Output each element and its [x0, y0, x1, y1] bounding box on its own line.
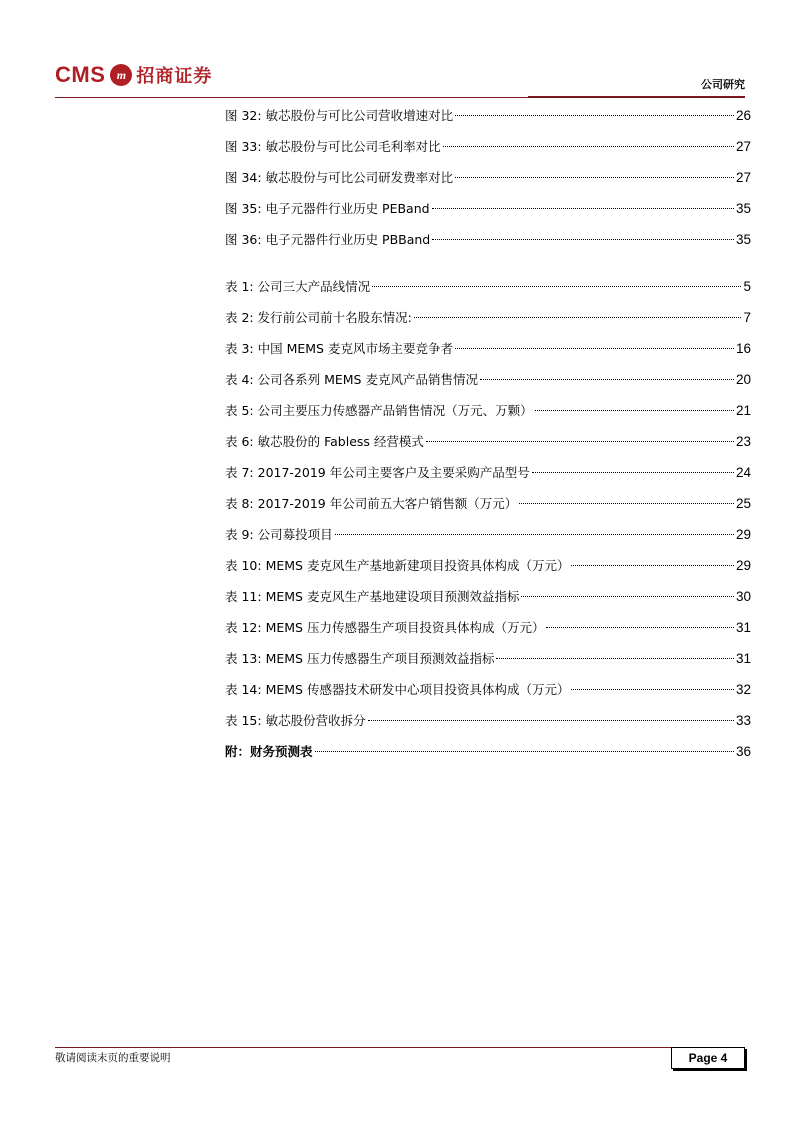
toc-entry-label: 表 13: MEMS 压力传感器生产项目预测效益指标: [225, 651, 495, 666]
toc-entry-label: 附：财务预测表: [225, 744, 313, 759]
toc-entry-label: 表 7: 2017-2019 年公司主要客户及主要采购产品型号: [225, 465, 530, 480]
leader-dots: [455, 348, 734, 349]
toc-entry-page: 20: [735, 372, 751, 387]
toc-entry-page: 21: [735, 403, 751, 418]
toc-entry-label: 表 5: 公司主要压力传感器产品销售情况（万元、万颗）: [225, 403, 533, 418]
logo-text: CMS: [55, 62, 106, 87]
leader-dots: [426, 441, 734, 442]
toc-entry[interactable]: [225, 705, 751, 736]
leader-dots: [455, 177, 734, 178]
figure-list: [225, 100, 751, 255]
toc-entry-page: 35: [735, 232, 751, 247]
footer-divider: [55, 1047, 745, 1048]
toc-entry[interactable]: [225, 519, 751, 550]
section-gap: [225, 255, 751, 271]
header-divider-accent: [528, 96, 745, 98]
toc-entry-label: 表 11: MEMS 麦克风生产基地建设项目预测效益指标: [225, 589, 520, 604]
toc-entry[interactable]: [225, 100, 751, 131]
leader-dots: [535, 410, 734, 411]
toc-entry[interactable]: [225, 224, 751, 255]
toc-entry[interactable]: [225, 302, 751, 333]
leader-dots: [521, 596, 734, 597]
toc-entry-page: 24: [735, 465, 751, 480]
toc-entry-page: 27: [735, 139, 751, 154]
toc-entry[interactable]: [225, 488, 751, 519]
section-label: 公司研究: [701, 78, 745, 91]
company-logo: [55, 58, 212, 92]
leader-dots: [368, 720, 734, 721]
toc-entry-page: 30: [735, 589, 751, 604]
toc-entry[interactable]: [225, 581, 751, 612]
toc-entry[interactable]: [225, 426, 751, 457]
toc-entry-page: 7: [743, 310, 751, 325]
toc-entry[interactable]: [225, 131, 751, 162]
leader-dots: [432, 239, 734, 240]
leader-dots: [315, 751, 734, 752]
toc-entry[interactable]: [225, 612, 751, 643]
toc-entry-label: 表 3: 中国 MEMS 麦克风市场主要竞争者: [225, 341, 453, 356]
toc-entry-page: 25: [735, 496, 751, 511]
toc-entry[interactable]: [225, 643, 751, 674]
toc-entry-label: 图 32: 敏芯股份与可比公司营收增速对比: [225, 108, 454, 123]
logo-chinese-name: 招商证券: [136, 66, 213, 87]
disclaimer-note: 敬请阅读末页的重要说明: [55, 1052, 171, 1064]
toc-entry-page: 23: [735, 434, 751, 449]
toc-entry-label: 图 33: 敏芯股份与可比公司毛利率对比: [225, 139, 441, 154]
leader-dots: [532, 472, 734, 473]
toc-entry[interactable]: [225, 193, 751, 224]
toc-entry-label: 表 15: 敏芯股份营收拆分: [225, 713, 366, 728]
toc-entry-page: 32: [735, 682, 751, 697]
leader-dots: [519, 503, 734, 504]
toc-entry-label: 表 8: 2017-2019 年公司前五大客户销售额（万元）: [225, 496, 518, 511]
toc-entry-page: 29: [735, 558, 751, 573]
toc-entry-page: 16: [735, 341, 751, 356]
toc-entry[interactable]: [225, 674, 751, 705]
leader-dots: [443, 146, 734, 147]
toc-entry-page: 35: [735, 201, 751, 216]
leader-dots: [414, 317, 742, 318]
toc-entry-page: 26: [735, 108, 751, 123]
toc-entry-label: 图 35: 电子元器件行业历史 PEBand: [225, 201, 430, 216]
toc-entry[interactable]: [225, 364, 751, 395]
leader-dots: [432, 208, 734, 209]
toc-entry[interactable]: [225, 271, 751, 302]
toc-entry-page: 29: [735, 527, 751, 542]
toc-entry-page: 5: [743, 279, 751, 294]
toc-entry-page: 33: [735, 713, 751, 728]
toc-entry[interactable]: [225, 457, 751, 488]
toc-entry-label: 表 12: MEMS 压力传感器生产项目投资具体构成（万元）: [225, 620, 545, 635]
toc-entry-page: 31: [735, 620, 751, 635]
toc-entry-label: 图 36: 电子元器件行业历史 PBBand: [225, 232, 431, 247]
toc-entry-page: 27: [735, 170, 751, 185]
toc-entry-label: 表 1: 公司三大产品线情况: [225, 279, 371, 294]
leader-dots: [335, 534, 734, 535]
leader-dots: [372, 286, 741, 287]
toc-entry[interactable]: [225, 550, 751, 581]
toc-entry-label: 表 6: 敏芯股份的 Fabless 经营模式: [225, 434, 424, 449]
leader-dots: [480, 379, 734, 380]
table-of-contents: [225, 100, 751, 767]
leader-dots: [455, 115, 734, 116]
leader-dots: [546, 627, 734, 628]
toc-entry[interactable]: [225, 395, 751, 426]
toc-entry-label: 表 10: MEMS 麦克风生产基地新建项目投资具体构成（万元）: [225, 558, 570, 573]
toc-entry[interactable]: [225, 162, 751, 193]
toc-entry-label: 表 2: 发行前公司前十名股东情况:: [225, 310, 412, 325]
toc-entry-label: 表 9: 公司募投项目: [225, 527, 333, 542]
toc-entry-label: 图 34: 敏芯股份与可比公司研发费率对比: [225, 170, 454, 185]
logo-emblem-icon: m: [110, 64, 132, 86]
toc-entry-page: 31: [735, 651, 751, 666]
toc-entry-appendix[interactable]: [225, 736, 751, 767]
leader-dots: [571, 565, 734, 566]
page-number: Page 4: [671, 1047, 745, 1069]
leader-dots: [571, 689, 734, 690]
table-list: [225, 271, 751, 767]
toc-entry-label: 表 14: MEMS 传感器技术研发中心项目投资具体构成（万元）: [225, 682, 570, 697]
toc-entry-label: 表 4: 公司各系列 MEMS 麦克风产品销售情况: [225, 372, 478, 387]
toc-entry[interactable]: [225, 333, 751, 364]
toc-entry-page: 36: [735, 744, 751, 759]
leader-dots: [496, 658, 734, 659]
